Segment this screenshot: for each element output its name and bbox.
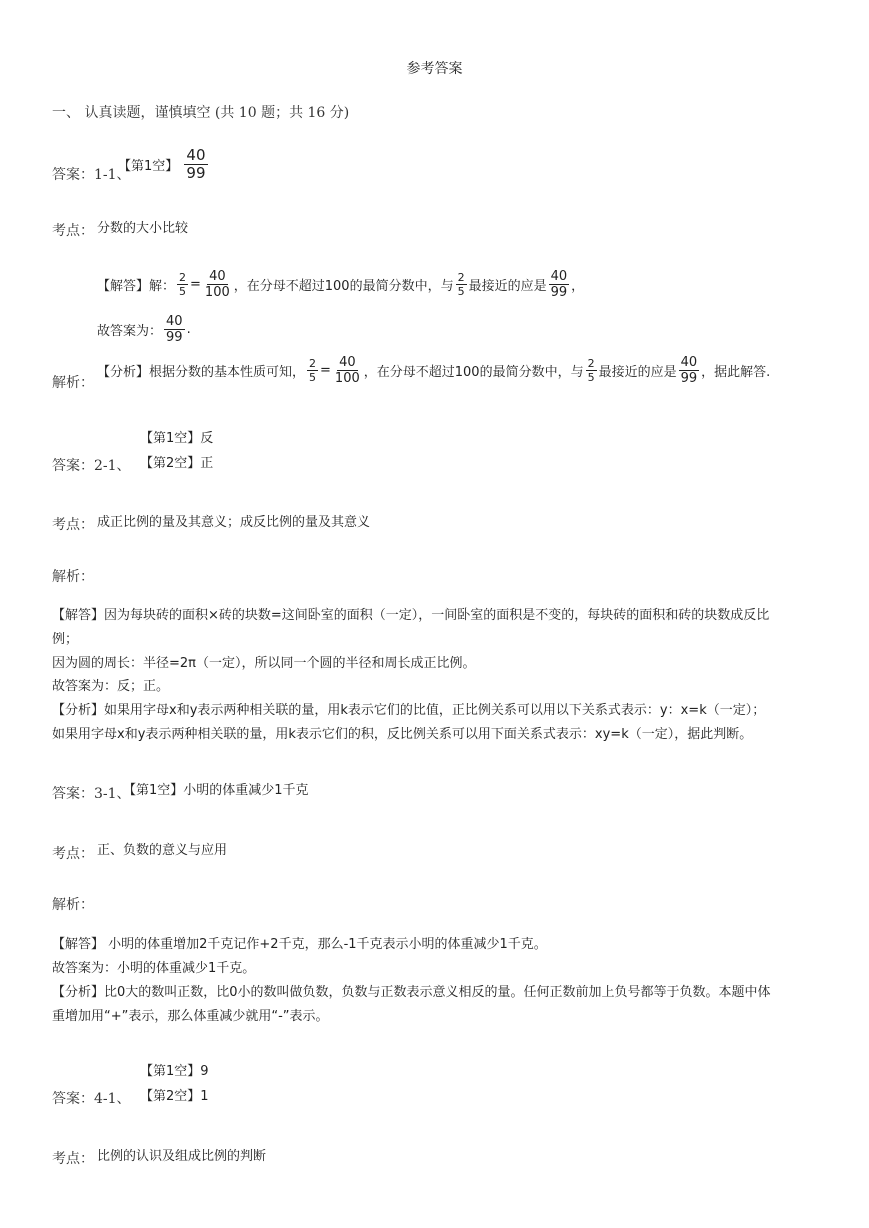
answer-fraction: $\frac{40}{99}$ [186,146,206,182]
q3-analysis-label: 解析： [52,897,94,913]
q1-blank [118,148,210,181]
q2-line: 【解答】因为每块砖的面积×砖的块数=这间卧室的面积（一定），一间卧室的面积是不变的，每块砖的面积和砖的块数成反比 [52,608,770,623]
q3-answer-label [52,783,131,803]
q2-line: 故答案为：反；正。 [52,679,170,694]
question-number: 4-1、 [94,1091,131,1107]
q3-blank-1: 【第1空】小明的体重减少1千克 [123,783,309,798]
q2-line: 因为圆的周长：半径=2π（一定），所以同一个圆的半径和周长成正比例。 [52,656,476,671]
answer-label: 答案： [52,167,94,183]
q4-answer-label [52,1088,131,1108]
q4-blank-1: 【第1空】9 [140,1064,209,1079]
q1-solution: 【解答】解： $\frac{2}{5}$ = $\frac{40}{100}$ ，在分母不超过100的最简分数中，与 $\frac{2}{5}$ 最接近的应是 $\frac{40}{99}$ ， [97,269,585,300]
section-heading: 一、 认真读题，谨慎填空 (共 10 题；共 16 分) [52,105,350,121]
answer-label: 答案： [52,458,94,474]
q2-point: 成正比例的量及其意义；成反比例的量及其意义 [97,515,371,530]
q3-point: 正、负数的意义与应用 [97,843,228,858]
q4-blank-2: 【第2空】1 [140,1089,209,1104]
q2-blank-1: 【第1空】反 [140,431,214,446]
q2-line: 例； [52,632,79,647]
q2-answer-label [52,455,131,475]
question-number: 1-1、 [94,167,131,183]
question-number: 3-1、 [94,786,131,802]
question-number: 2-1、 [94,458,131,474]
q1-point: 分数的大小比较 [97,221,189,236]
q1-point-label: 考点： [52,223,94,239]
q2-line: 如果用字母x和y表示两种相关联的量，用k表示它们的积，反比例关系可以用下面关系式表示：xy=k（一定），据此判断。 [52,727,753,742]
q3-line: 【解答】 小明的体重增加2千克记作+2千克，那么-1千克表示小明的体重减少1千克。 [52,937,547,952]
page-title: 参考答案 [406,61,463,77]
q1-analysis: 【分析】根据分数的基本性质可知， $\frac{2}{5}$ = $\frac{40}{100}$ ，在分母不超过100的最简分数中，与 $\frac{2}{5}$ 最接近的应是 $\frac{40}{99}$ ，据此解答. [97,355,771,386]
q3-line: 故答案为：小明的体重减少1千克。 [52,961,256,976]
q1-analysis-label: 解析： [52,375,94,391]
q3-point-label: 考点： [52,846,94,862]
q3-line: 【分析】比0大的数叫正数，比0小的数叫做负数，负数与正数表示意义相反的量。任何正数前加上负号都等于负数。本题中体 [52,985,771,1000]
q1-solution-answer: 故答案为： $\frac{40}{99}$ . [97,314,191,345]
q2-line: 【分析】如果用字母x和y表示两种相关联的量，用k表示它们的比值，正比例关系可以用以下关系式表示：y：x=k（一定）； [52,703,766,718]
q3-line: 重增加用“+”表示，那么体重减少就用“-”表示。 [52,1009,329,1024]
q2-analysis-label: 解析： [52,569,94,585]
q4-point-label: 考点： [52,1151,94,1167]
blank-label: 【第1空】 [118,159,179,174]
q2-blank-2: 【第2空】正 [140,456,214,471]
q2-point-label: 考点： [52,517,94,533]
answer-label: 答案： [52,786,94,802]
answer-label: 答案： [52,1091,94,1107]
q4-point: 比例的认识及组成比例的判断 [97,1149,267,1164]
